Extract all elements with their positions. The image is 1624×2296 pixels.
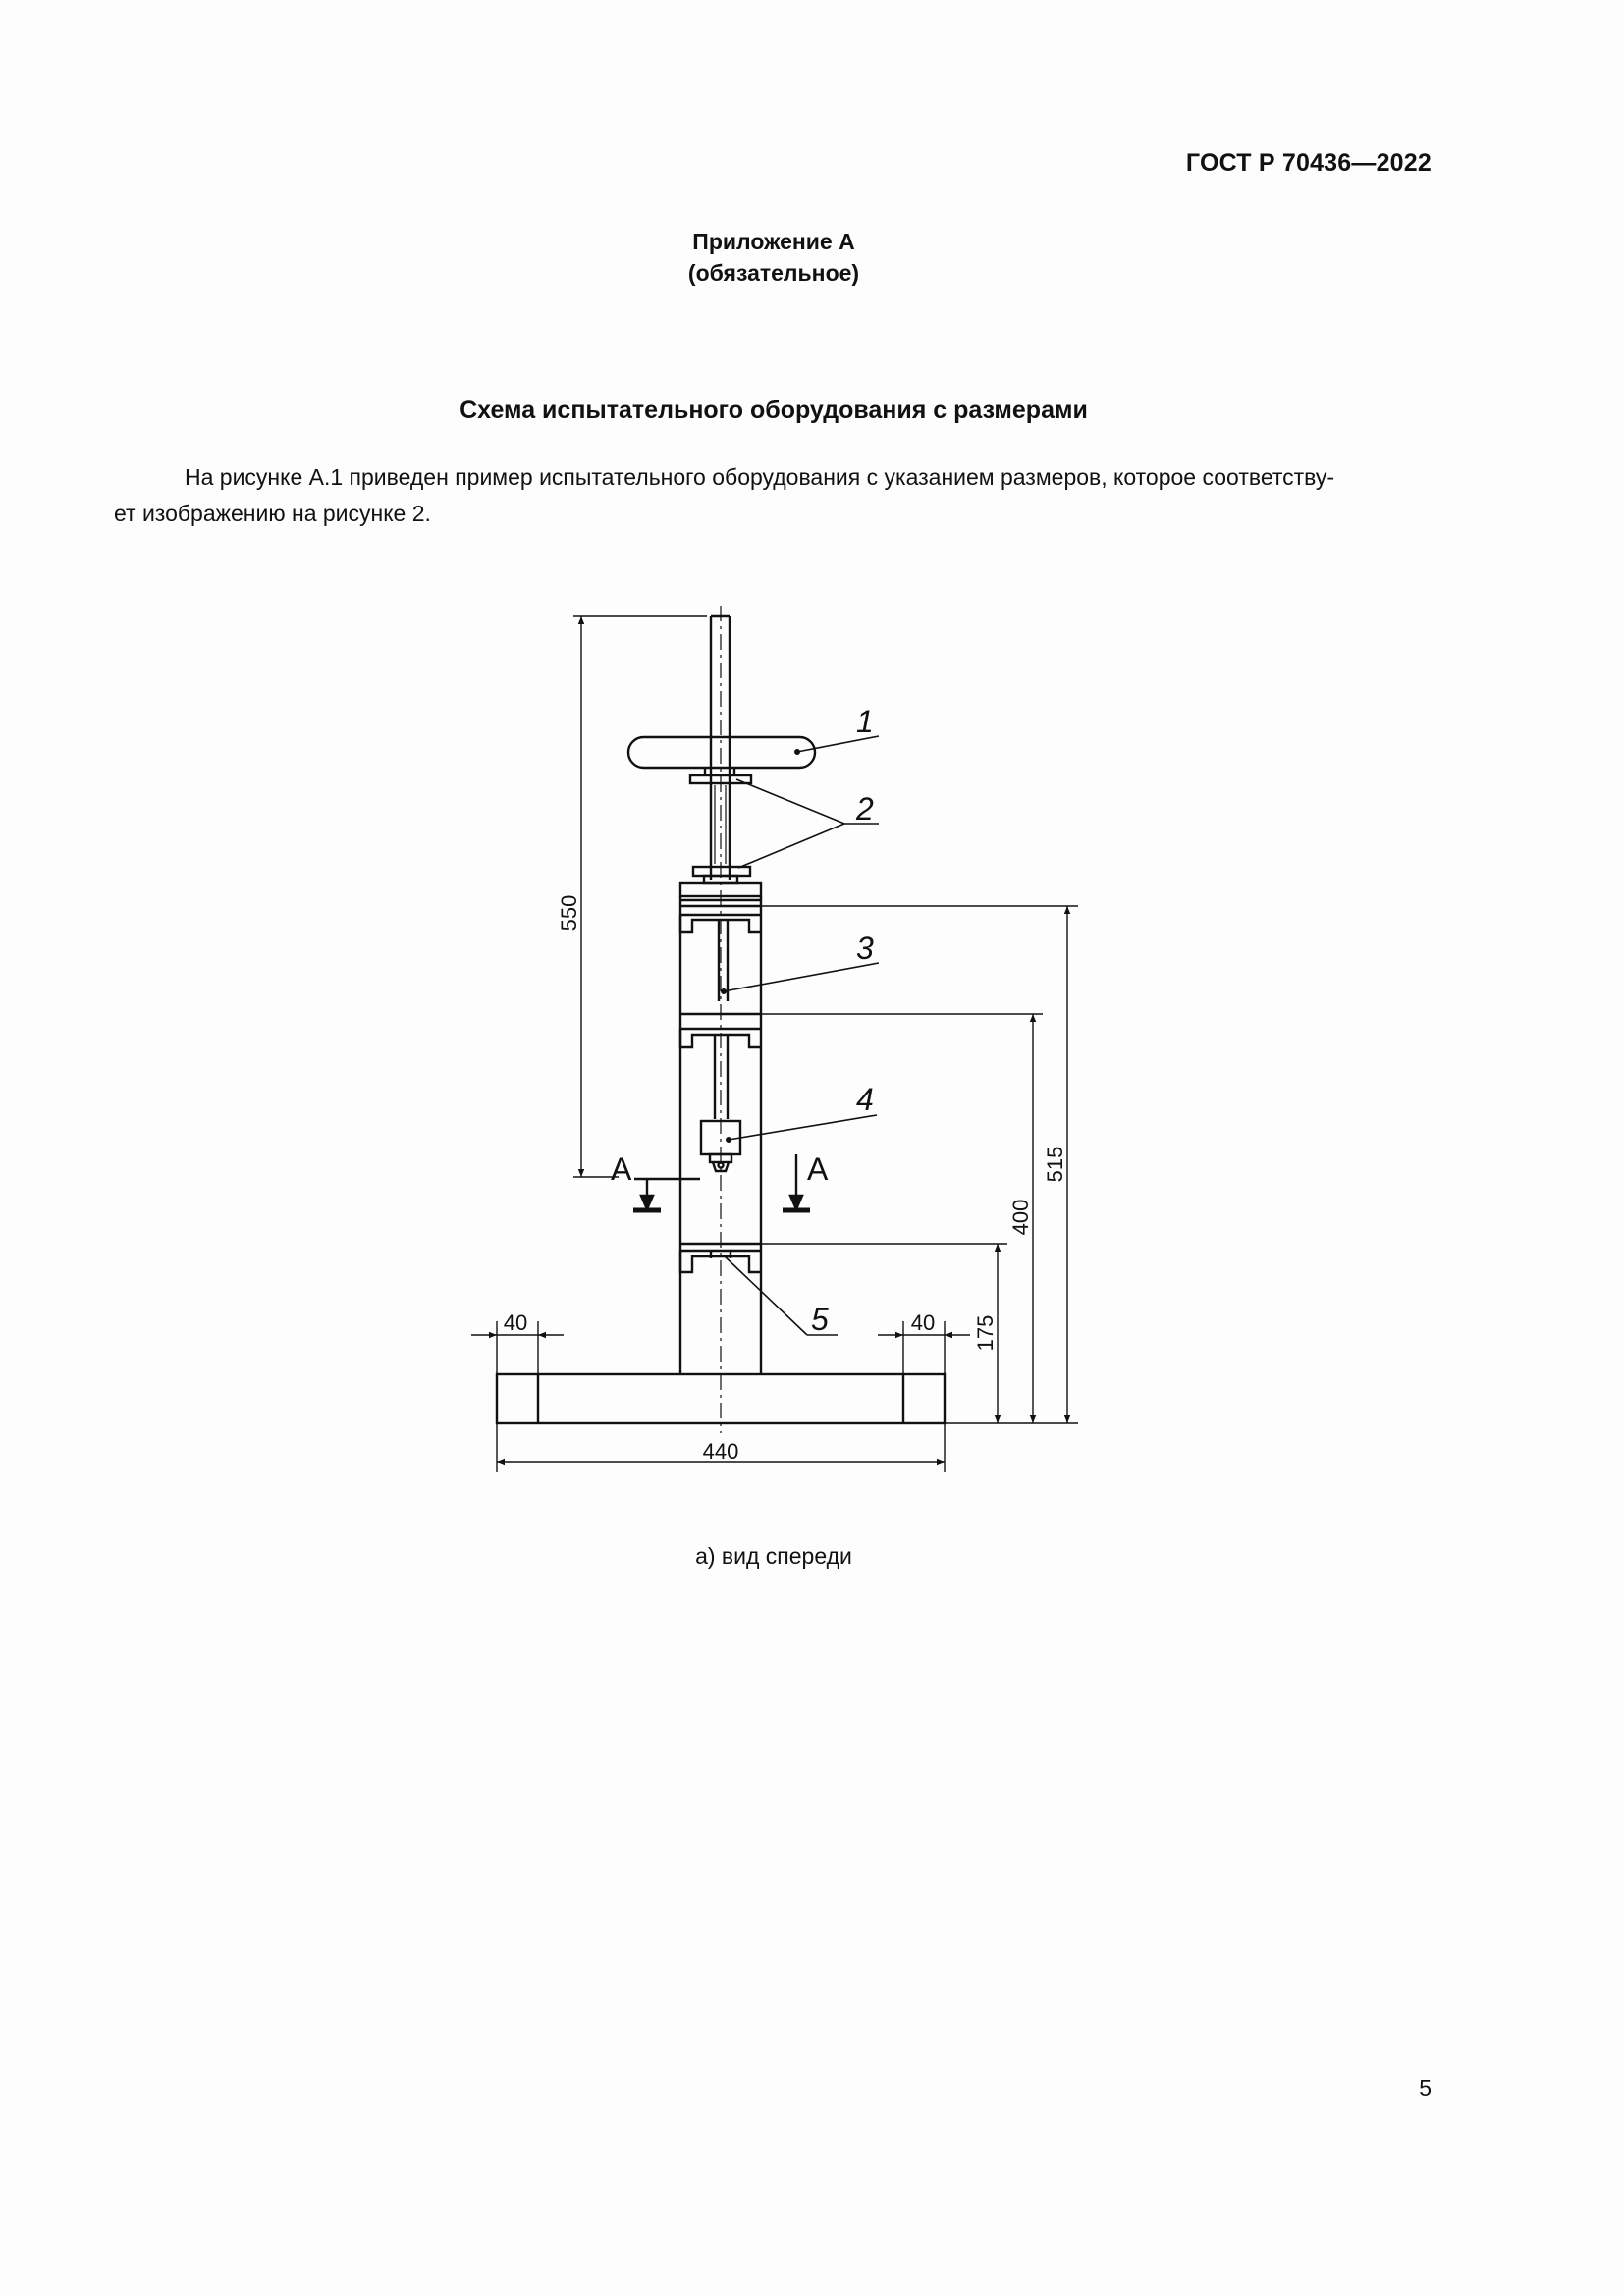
dimension-175-label: 175: [973, 1314, 998, 1352]
dimension-400-label: 400: [1008, 1199, 1033, 1236]
dimension-400: [761, 1014, 1043, 1423]
callout-3: 3: [856, 931, 874, 966]
lower-nut: [693, 867, 750, 876]
handwheel: [628, 737, 815, 768]
figure-caption: а) вид спереди: [695, 1543, 852, 1569]
callout-4: 4: [856, 1082, 874, 1117]
standard-code: ГОСТ Р 70436—2022: [1185, 149, 1432, 177]
dimension-40-right-label: 40: [910, 1310, 936, 1335]
dimension-550-label: 550: [557, 894, 581, 932]
paragraph-line-2: ет изображению на рисунке 2.: [114, 501, 431, 526]
page-number: 5: [1419, 2075, 1432, 2101]
section-label-right: А: [807, 1151, 829, 1187]
dimension-175: [761, 1244, 1007, 1423]
callout-5: 5: [811, 1302, 829, 1337]
annex-title: Приложение А: [692, 229, 855, 254]
callout-2: 2: [856, 791, 874, 827]
dimension-515-label: 515: [1043, 1146, 1067, 1183]
annex-status: (обязательное): [687, 260, 860, 286]
section-title: Схема испытательного оборудования с размерами: [460, 397, 1088, 424]
dimension-40-left-label: 40: [503, 1310, 528, 1335]
paragraph-line-1: На рисунке А.1 приведен пример испытательного оборудования с указанием размеров, которое соответству-: [185, 464, 1335, 490]
callout-1: 1: [856, 704, 874, 739]
dimension-440-label: 440: [702, 1439, 739, 1464]
section-label-left: А: [611, 1151, 632, 1187]
